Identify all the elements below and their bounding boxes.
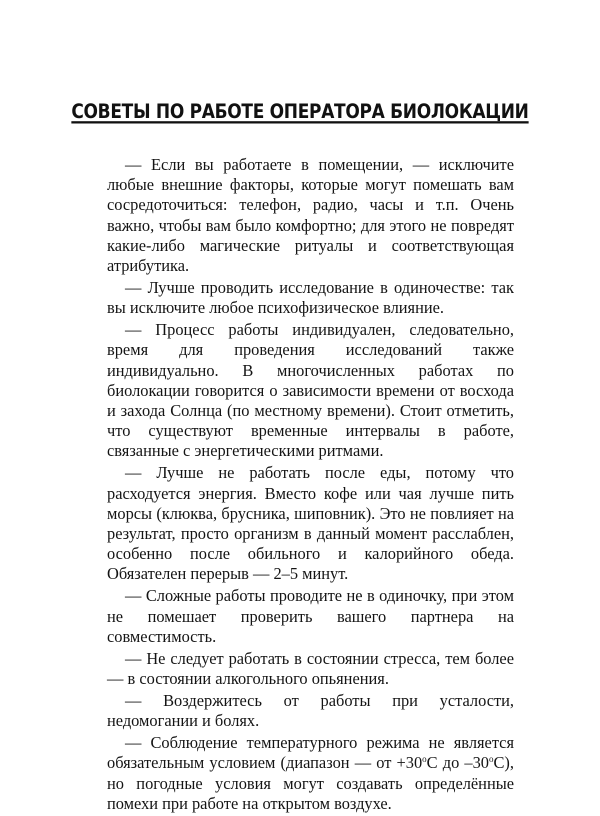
paragraph: — Сложные работы проводите не в одиночку, при этом не помешает проверить вашего партнера на совместимость.	[107, 586, 514, 646]
paragraph: — Процесс работы индивидуален, следовательно, время для проведения исследований также индивидуально. В многочисленных работах по биолокации говорится о зависимости времени от восхода и захода Солнца (по местному времени). Стоит отметить, что существуют временные интервалы в работе, связанные с энергетическими ритмами.	[107, 320, 514, 461]
paragraph: — Не следует работать в состоянии стресса, тем более — в состоянии алкогольного опьянения.	[107, 648, 514, 689]
paragraph: — Воздержитесь от работы при усталости, недомогании и болях.	[107, 691, 514, 731]
paragraph: — Лучше проводить исследование в одиночестве: так вы исключите любое психофизическое влияние.	[107, 278, 514, 318]
tips-text	[107, 155, 514, 816]
paragraph: — Если вы работаете в помещении, — исключите любые внешние факторы, которые могут помешать вам сосредоточиться: телефон, радио, часы и т.п. Очень важно, чтобы вам было комфортно; для этого не повредят какие-либо магические ритуалы и соответствующая атрибутика.	[107, 155, 514, 276]
degree-mark: о	[489, 754, 494, 765]
paragraph-text-part: С до –30	[426, 753, 489, 773]
degree-mark: о	[422, 754, 427, 765]
paragraph-temperature	[107, 733, 514, 814]
page-title: СОВЕТЫ ПО РАБОТЕ ОПЕРАТОРА БИОЛОКАЦИИ	[71, 100, 529, 124]
paragraph-text-part: — Соблюдение температурного режима не является обязательным условием (диапазон — от +30	[107, 733, 514, 773]
paragraph: — Лучше не работать после еды, потому что расходуется энергия. Вместо кофе или чая лучше пить морсы (клюква, брусника, шиповник). Это не повлияет на результат, просто организм в данный момент расслаблен, особенно после обильного и калорийного обеда. Обязателен перерыв — 2–5 минут.	[107, 463, 514, 584]
paragraph-text-part: С), но погодные условия могут создавать определённые помехи при работе на открытом воздухе.	[107, 753, 514, 813]
